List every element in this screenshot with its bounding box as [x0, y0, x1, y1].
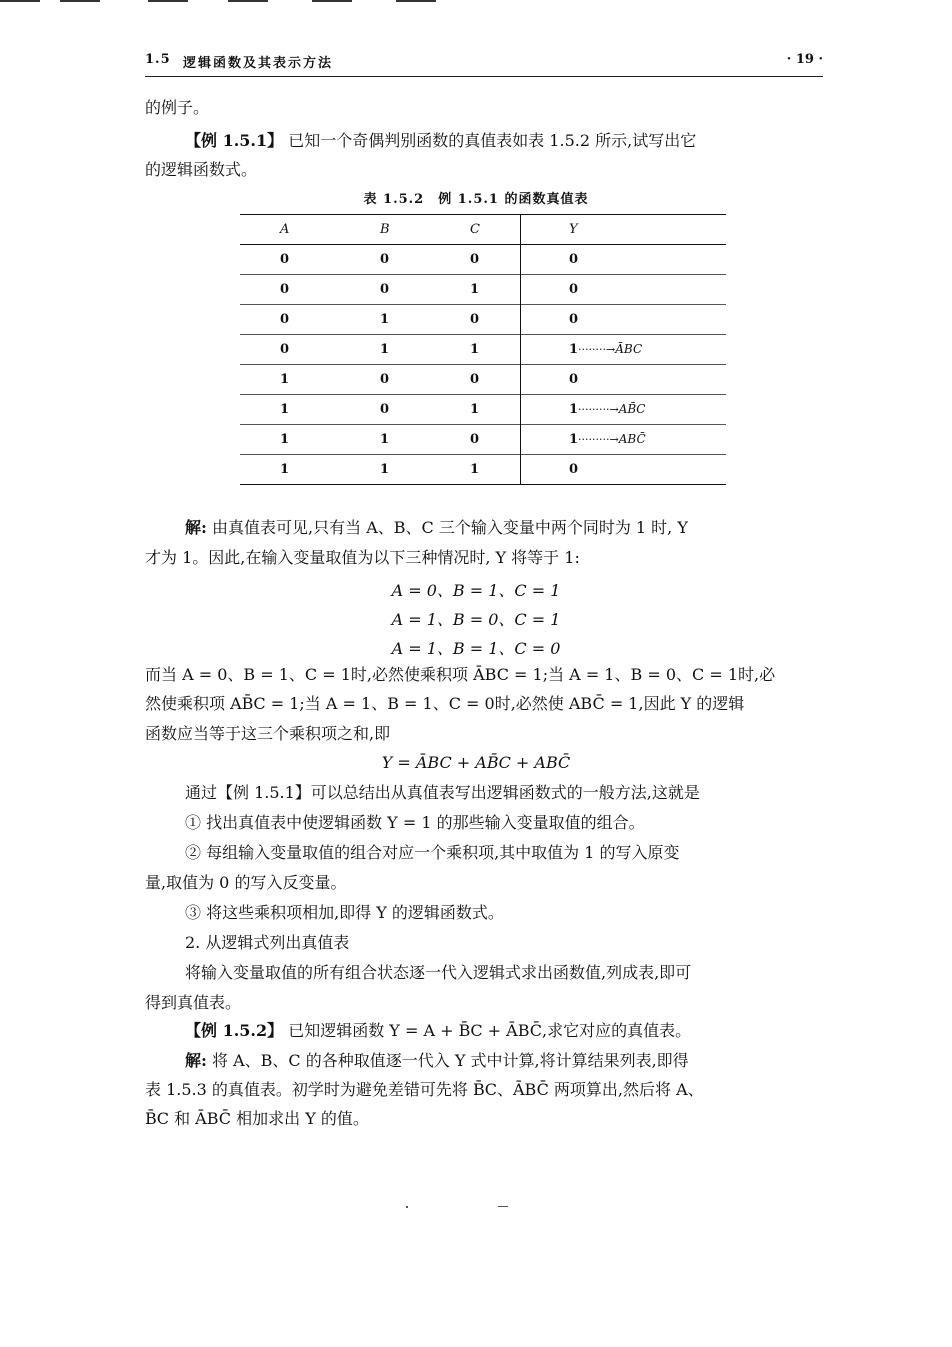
section-title: 逻辑函数及其表示方法 [183, 56, 334, 71]
solution-line1 [185, 518, 688, 538]
method-step3: ③ 将这些乘积项相加,即得 Y 的逻辑函数式。 [185, 903, 504, 922]
value-y: 1 [569, 342, 579, 357]
cell-b: 0 [380, 365, 470, 395]
example2-solution-text-line1: 将 A、B、C 的各种取值逐一代入 Y 式中计算,将计算结果列表,即得 [212, 1051, 689, 1070]
header-c: C [470, 215, 521, 245]
cell-a: 1 [240, 365, 380, 395]
header-b: B [380, 215, 470, 245]
cell-y [521, 365, 727, 395]
example2-line [185, 1021, 691, 1041]
solution-line2: 才为 1。因此,在输入变量取值为以下三种情况时, Y 将等于 1: [145, 548, 580, 567]
subsection-line2: 得到真值表。 [145, 993, 242, 1012]
solution-line3: 而当 A = 0、B = 1、C = 1时,必然使乘积项 ĀBC = 1;当 A = 1、B = 0、C = 1时,必 [145, 665, 776, 684]
example1-text-line2: 的逻辑函数式。 [145, 160, 258, 179]
table-row [240, 275, 726, 305]
solution-line5: 函数应当等于这三个乘积项之和,即 [145, 724, 391, 743]
header-y: Y [521, 215, 727, 245]
case-1: A = 0、B = 1、C = 1 [391, 581, 561, 600]
table-row [240, 455, 726, 485]
case-3: A = 1、B = 1、C = 0 [391, 639, 561, 658]
cell-a: 1 [240, 395, 380, 425]
cell-b: 1 [380, 305, 470, 335]
cell-y [521, 305, 727, 335]
table-row [240, 335, 726, 365]
example2-solution-line1 [185, 1051, 689, 1071]
cell-y [521, 335, 727, 365]
cell-a: 0 [240, 275, 380, 305]
method-step2-line2: 量,取值为 0 的写入反变量。 [145, 873, 347, 892]
cell-y [521, 245, 727, 275]
cell-b: 0 [380, 275, 470, 305]
example1-line1 [185, 131, 696, 151]
value-y: 0 [569, 462, 579, 477]
value-y: 0 [569, 252, 579, 267]
minterm: ĀBC [615, 342, 643, 356]
solution-text-line1: 由真值表可见,只有当 A、B、C 三个输入变量中两个同时为 1 时, Y [212, 518, 688, 537]
example2-label: 【例 1.5.2】 [185, 1021, 284, 1040]
value-y: 1 [569, 402, 579, 417]
bottom-scan-mark [498, 1206, 508, 1207]
cell-y [521, 395, 727, 425]
subsection-heading: 2. 从逻辑式列出真值表 [185, 933, 350, 952]
arrow: ·········→ [578, 403, 619, 416]
example1-text-line1: 已知一个奇偶判别函数的真值表如表 1.5.2 所示,试写出它 [288, 131, 697, 150]
table-caption: 表 1.5.2 例 1.5.1 的函数真值表 [363, 192, 589, 207]
example2-solution-label: 解: [185, 1051, 207, 1070]
cell-a: 1 [240, 455, 380, 485]
table-row [240, 425, 726, 455]
page-number: · 19 · [786, 52, 823, 67]
method-intro: 通过【例 1.5.1】可以总结出从真值表写出逻辑函数式的一般方法,这就是 [185, 783, 700, 802]
table-row [240, 245, 726, 275]
truth-table [240, 214, 726, 485]
arrow: ·········→ [578, 433, 619, 446]
table-row [240, 305, 726, 335]
top-scan-marks [0, 0, 952, 4]
table-row [240, 395, 726, 425]
cell-c: 1 [470, 395, 521, 425]
subsection-line1: 将输入变量取值的所有组合状态逐一代入逻辑式求出函数值,列成表,即可 [185, 963, 692, 982]
value-y: 0 [569, 312, 579, 327]
section-number: 1.5 [145, 52, 171, 67]
cell-y [521, 425, 727, 455]
header-a: A [240, 215, 380, 245]
cell-a: 0 [240, 305, 380, 335]
intro-tail: 的例子。 [145, 98, 210, 117]
method-step1: ① 找出真值表中使逻辑函数 Y = 1 的那些输入变量取值的组合。 [185, 813, 645, 832]
cell-y [521, 455, 727, 485]
minterm: ABC̄ [618, 432, 646, 446]
solution-label: 解: [185, 518, 207, 537]
solution-line4: 然使乘积项 AB̄C = 1;当 A = 1、B = 1、C = 0时,必然使 ABC̄ = 1,因此 Y 的逻辑 [145, 694, 745, 713]
example2-solution-line3: B̄C 和 ĀBC̄ 相加求出 Y 的值。 [145, 1109, 369, 1128]
example2-text: 已知逻辑函数 Y = A + B̄C + ĀBC̄,求它对应的真值表。 [288, 1021, 692, 1040]
result-formula: Y = ĀBC + AB̄C + ABC̄ [381, 753, 571, 772]
bottom-scan-dot [406, 1206, 408, 1208]
value-y: 0 [569, 372, 579, 387]
cell-c: 1 [470, 335, 521, 365]
cell-c: 0 [470, 252, 480, 267]
cell-b: 0 [380, 395, 470, 425]
cell-a: 1 [240, 425, 380, 455]
cell-b: 1 [380, 455, 470, 485]
cell-a: 0 [280, 252, 290, 267]
cell-b: 1 [380, 425, 470, 455]
case-2: A = 1、B = 0、C = 1 [391, 610, 561, 629]
example2-solution-line2: 表 1.5.3 的真值表。初学时为避免差错可先将 B̄C、ĀBC̄ 两项算出,然后将 A、 [145, 1080, 704, 1099]
cell-b: 1 [380, 335, 470, 365]
cell-y [521, 275, 727, 305]
cell-c: 0 [470, 425, 521, 455]
table-header-row [240, 215, 726, 245]
minterm: AB̄C [618, 402, 646, 416]
cell-b: 0 [380, 252, 390, 267]
method-step2-line1: ② 每组输入变量取值的组合对应一个乘积项,其中取值为 1 的写入原变 [185, 843, 680, 862]
value-y: 1 [569, 432, 579, 447]
example1-label: 【例 1.5.1】 [185, 131, 284, 150]
table-row [240, 365, 726, 395]
cell-c: 0 [470, 365, 521, 395]
cell-a: 0 [240, 335, 380, 365]
cell-c: 1 [470, 455, 521, 485]
running-header [145, 50, 823, 77]
cell-c: 1 [470, 275, 521, 305]
arrow: ········→ [578, 343, 616, 356]
value-y: 0 [569, 282, 579, 297]
cell-c: 0 [470, 305, 521, 335]
